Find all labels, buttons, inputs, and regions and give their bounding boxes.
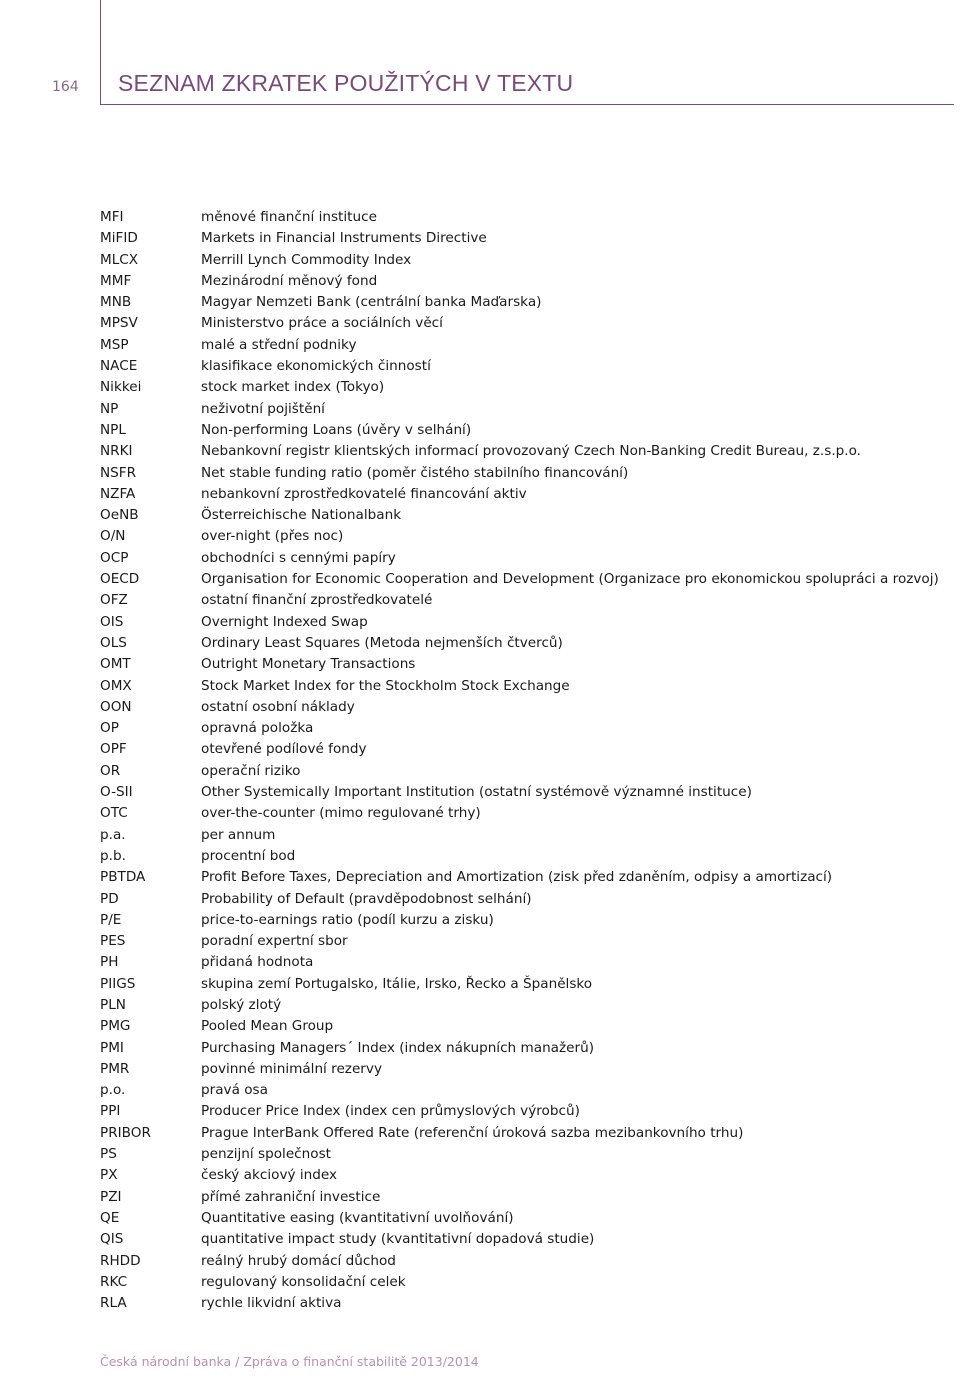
page-title: SEZNAM ZKRATEK POUŽITÝCH V TEXTU (118, 70, 574, 96)
abbreviation-description: polský zlotý (201, 996, 282, 1013)
list-item (100, 505, 950, 526)
abbreviation-description: Non-performing Loans (úvěry v selhání) (201, 421, 472, 438)
abbreviation-code: OCP (100, 549, 129, 566)
list-item (100, 1016, 950, 1037)
abbreviation-description: over-night (přes noc) (201, 528, 344, 545)
list-item (100, 207, 950, 228)
list-item (100, 484, 950, 505)
abbreviation-code: OMX (100, 677, 132, 694)
list-item (100, 846, 950, 867)
abbreviation-description: Ministerstvo práce a sociálních věcí (201, 315, 443, 332)
abbreviation-code: QE (100, 1209, 120, 1226)
abbreviation-code: OIS (100, 613, 124, 630)
abbreviation-code: OP (100, 720, 119, 737)
abbreviation-description: Other Systemically Important Institution (ostatní systémově významné instituce) (201, 784, 752, 801)
abbreviation-code: MNB (100, 294, 132, 311)
abbreviation-description: přímé zahraniční investice (201, 1188, 381, 1205)
list-item (100, 931, 950, 952)
abbreviation-code: OFZ (100, 592, 128, 609)
abbreviation-description: Pooled Mean Group (201, 1018, 334, 1035)
abbreviation-code: MFI (100, 209, 124, 225)
abbreviation-code: PRIBOR (100, 1124, 151, 1141)
abbreviation-code: Nikkei (100, 379, 142, 396)
list-item (100, 718, 950, 739)
abbreviation-code: PX (100, 1167, 118, 1184)
list-item (100, 803, 950, 824)
abbreviation-description: operační riziko (201, 762, 301, 779)
abbreviation-code: RKC (100, 1273, 128, 1290)
list-item (100, 1187, 950, 1208)
list-item (100, 463, 950, 484)
abbreviation-code: PPI (100, 1103, 121, 1120)
abbreviation-code: OECD (100, 571, 140, 588)
list-item (100, 782, 950, 803)
abbreviation-code: RHDD (100, 1252, 141, 1269)
list-item (100, 377, 950, 398)
abbreviation-description: měnové finanční instituce (201, 209, 377, 225)
abbreviation-description: regulovaný konsolidační celek (201, 1273, 406, 1290)
abbreviation-description: Markets in Financial Instruments Directive (201, 230, 487, 247)
abbreviation-code: O-SII (100, 784, 133, 801)
abbreviation-description: Producer Price Index (index cen průmyslových výrobců) (201, 1103, 580, 1120)
abbreviation-description: Ordinary Least Squares (Metoda nejmenších čtverců) (201, 634, 563, 651)
abbreviation-description: neživotní pojištění (201, 400, 325, 417)
list-item (100, 420, 950, 441)
abbreviation-code: OR (100, 762, 121, 779)
abbreviation-code: NRKI (100, 443, 133, 460)
abbreviation-code: QIS (100, 1231, 124, 1248)
abbreviation-description: povinné minimální rezervy (201, 1060, 382, 1077)
list-item (100, 356, 950, 377)
footer-text: Česká národní banka / Zpráva o finanční stabilitě 2013/2014 (100, 1354, 479, 1369)
abbreviation-description: skupina zemí Portugalsko, Itálie, Irsko, Řecko a Španělsko (201, 975, 593, 992)
list-item (100, 1293, 950, 1314)
abbreviation-code: PMR (100, 1060, 130, 1077)
abbreviation-description: ostatní finanční zprostředkovatelé (201, 592, 433, 609)
list-item (100, 313, 950, 334)
page-number: 164 (52, 79, 79, 95)
list-item (100, 1229, 950, 1250)
abbreviation-code: OTC (100, 805, 128, 822)
abbreviation-description: opravná položka (201, 720, 314, 737)
abbreviation-code: RLA (100, 1295, 127, 1312)
list-item (100, 271, 950, 292)
list-item (100, 825, 950, 846)
abbreviation-description: Probability of Default (pravděpodobnost selhání) (201, 890, 532, 907)
abbreviation-code: PES (100, 933, 126, 950)
abbreviation-description: ostatní osobní náklady (201, 698, 355, 715)
abbreviation-code: OLS (100, 634, 127, 651)
list-item (100, 676, 950, 697)
abbreviation-description: pravá osa (201, 1082, 268, 1099)
abbreviation-description: obchodníci s cennými papíry (201, 549, 396, 566)
header-vertical-rule (100, 0, 101, 104)
abbreviation-description: Organisation for Economic Cooperation and Development (Organizace pro ekonomickou spolupráci a rozvoj) (201, 571, 939, 588)
list-item (100, 441, 950, 462)
abbreviation-description: klasifikace ekonomických činností (201, 358, 431, 375)
abbreviation-description: price-to-earnings ratio (podíl kurzu a zisku) (201, 911, 494, 928)
list-item (100, 1038, 950, 1059)
list-item (100, 889, 950, 910)
abbreviation-code: O/N (100, 528, 126, 545)
abbreviation-description: Magyar Nemzeti Bank (centrální banka Maďarska) (201, 294, 542, 311)
list-item (100, 526, 950, 547)
list-item (100, 1080, 950, 1101)
abbreviation-description: penzijní společnost (201, 1146, 331, 1163)
abbreviation-list (100, 207, 950, 1314)
list-item (100, 697, 950, 718)
abbreviation-code: NP (100, 400, 119, 417)
list-item (100, 399, 950, 420)
list-item (100, 335, 950, 356)
abbreviation-code: PS (100, 1146, 117, 1163)
abbreviation-code: MiFID (100, 230, 138, 247)
abbreviation-code: NACE (100, 358, 138, 375)
abbreviation-description: Profit Before Taxes, Depreciation and Amortization (zisk před zdaněním, odpisy a amortizací) (201, 869, 833, 886)
abbreviation-code: OeNB (100, 507, 139, 524)
abbreviation-code: p.b. (100, 847, 126, 864)
abbreviation-code: PMI (100, 1039, 124, 1056)
abbreviation-description: Net stable funding ratio (poměr čistého stabilního financování) (201, 464, 629, 481)
list-item (100, 633, 950, 654)
abbreviation-code: NSFR (100, 464, 137, 481)
list-item (100, 1165, 950, 1186)
abbreviation-code: OON (100, 698, 132, 715)
abbreviation-code: NPL (100, 421, 126, 438)
abbreviation-description: Overnight Indexed Swap (201, 613, 368, 630)
abbreviation-code: MSP (100, 336, 129, 353)
abbreviation-description: Quantitative easing (kvantitativní uvolňování) (201, 1209, 514, 1226)
list-item (100, 590, 950, 611)
abbreviation-description: over-the-counter (mimo regulované trhy) (201, 805, 481, 822)
abbreviation-description: Österreichische Nationalbank (201, 507, 402, 524)
list-item (100, 761, 950, 782)
abbreviation-description: rychle likvidní aktiva (201, 1295, 342, 1312)
abbreviation-code: p.a. (100, 826, 126, 843)
abbreviation-description: Outright Monetary Transactions (201, 656, 416, 673)
abbreviation-code: NZFA (100, 485, 136, 502)
abbreviation-description: český akciový index (201, 1167, 338, 1184)
abbreviation-description: procentní bod (201, 847, 296, 864)
list-item (100, 1251, 950, 1272)
abbreviation-code: PBTDA (100, 869, 146, 886)
list-item (100, 612, 950, 633)
list-item (100, 1101, 950, 1122)
list-item (100, 952, 950, 973)
abbreviation-description: per annum (201, 826, 276, 843)
abbreviation-description: poradní expertní sbor (201, 933, 348, 950)
abbreviation-description: stock market index (Tokyo) (201, 379, 385, 396)
abbreviation-description: Stock Market Index for the Stockholm Stock Exchange (201, 677, 570, 694)
abbreviation-code: p.o. (100, 1082, 126, 1099)
abbreviation-description: quantitative impact study (kvantitativní dopadová studie) (201, 1231, 595, 1248)
list-item (100, 250, 950, 271)
abbreviation-description: přidaná hodnota (201, 954, 314, 971)
list-item (100, 1208, 950, 1229)
abbreviation-code: PD (100, 890, 119, 907)
abbreviation-code: PLN (100, 996, 126, 1013)
header-horizontal-rule (100, 104, 954, 105)
abbreviation-description: reálný hrubý domácí důchod (201, 1252, 396, 1269)
list-item (100, 569, 950, 590)
list-item (100, 1144, 950, 1165)
list-item (100, 995, 950, 1016)
abbreviation-description: Purchasing Managers´ Index (index nákupních manažerů) (201, 1039, 595, 1056)
abbreviation-code: PH (100, 954, 119, 971)
abbreviation-code: P/E (100, 911, 122, 928)
list-item (100, 1059, 950, 1080)
list-item (100, 1272, 950, 1293)
abbreviation-description: Mezinárodní měnový fond (201, 272, 378, 289)
abbreviation-code: MMF (100, 272, 132, 289)
list-item (100, 1123, 950, 1144)
abbreviation-code: PIIGS (100, 975, 136, 992)
abbreviation-code: MPSV (100, 315, 138, 332)
abbreviation-description: Merrill Lynch Commodity Index (201, 251, 412, 268)
list-item (100, 739, 950, 760)
abbreviation-code: PMG (100, 1018, 131, 1035)
list-item (100, 910, 950, 931)
list-item (100, 548, 950, 569)
list-item (100, 654, 950, 675)
abbreviation-description: otevřené podílové fondy (201, 741, 367, 758)
abbreviation-description: malé a střední podniky (201, 336, 357, 353)
list-item (100, 974, 950, 995)
list-item (100, 292, 950, 313)
abbreviation-description: Prague InterBank Offered Rate (referenční úroková sazba mezibankovního trhu) (201, 1124, 744, 1141)
abbreviation-description: Nebankovní registr klientských informací provozovaný Czech Non-Banking Credit Bureau, z.s.p.o. (201, 443, 862, 460)
abbreviation-code: PZI (100, 1188, 122, 1205)
list-item (100, 867, 950, 888)
abbreviation-code: OPF (100, 741, 127, 758)
abbreviation-description: nebankovní zprostředkovatelé financování aktiv (201, 485, 527, 502)
abbreviation-code: OMT (100, 656, 131, 673)
abbreviation-code: MLCX (100, 251, 139, 268)
list-item (100, 228, 950, 249)
